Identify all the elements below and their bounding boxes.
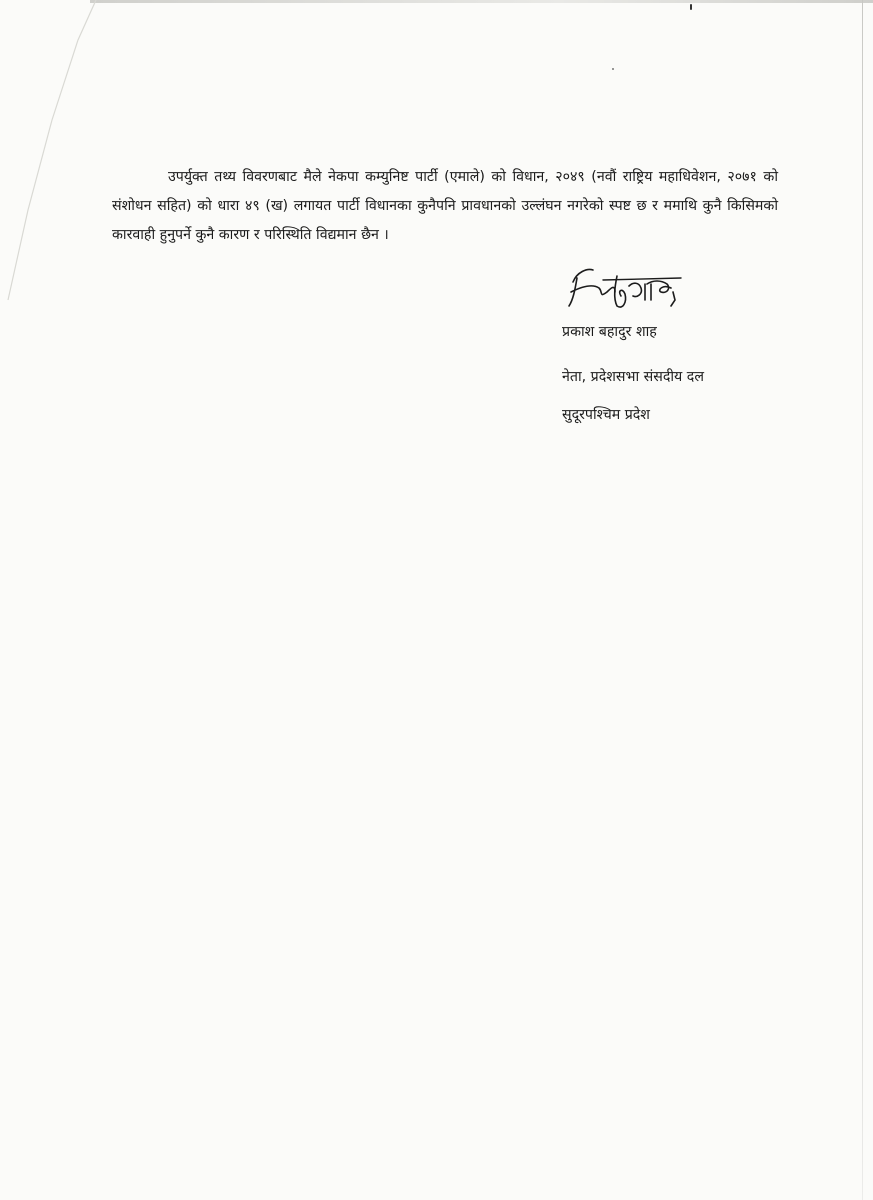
- signatory-name: प्रकाश बहादुर शाह: [562, 324, 657, 340]
- scan-edge-top: [90, 0, 873, 3]
- letter-body-paragraph: उपर्युक्त तथ्य विवरणबाट मैले नेकपा कम्युनिष्ट पार्टी (एमाले) को विधान, २०४९ (नवौं राष्ट्रिय महाधिवेशन, २०७१ को संशोधन सहित) को धारा ४९ (ख) लगायत पार्टी विधानका कुनैपनि प्रावधानको उल्लंघन नगरेको स्पष्ट छ र ममाथि कुनै किसिमको कारवाही हुनुपर्ने कुनै कारण र परिस्थिति विद्यमान छैन ।: [112, 169, 778, 244]
- scan-speck: [612, 68, 614, 70]
- scan-edge-right: [862, 0, 863, 1200]
- signatory-role: नेता, प्रदेशसभा संसदीय दल: [562, 369, 704, 385]
- scan-fold-line: [0, 0, 120, 320]
- scan-speck: [690, 4, 692, 10]
- handwritten-signature: [563, 262, 693, 318]
- signatory-province: सुदूरपश्चिम प्रदेश: [562, 407, 650, 423]
